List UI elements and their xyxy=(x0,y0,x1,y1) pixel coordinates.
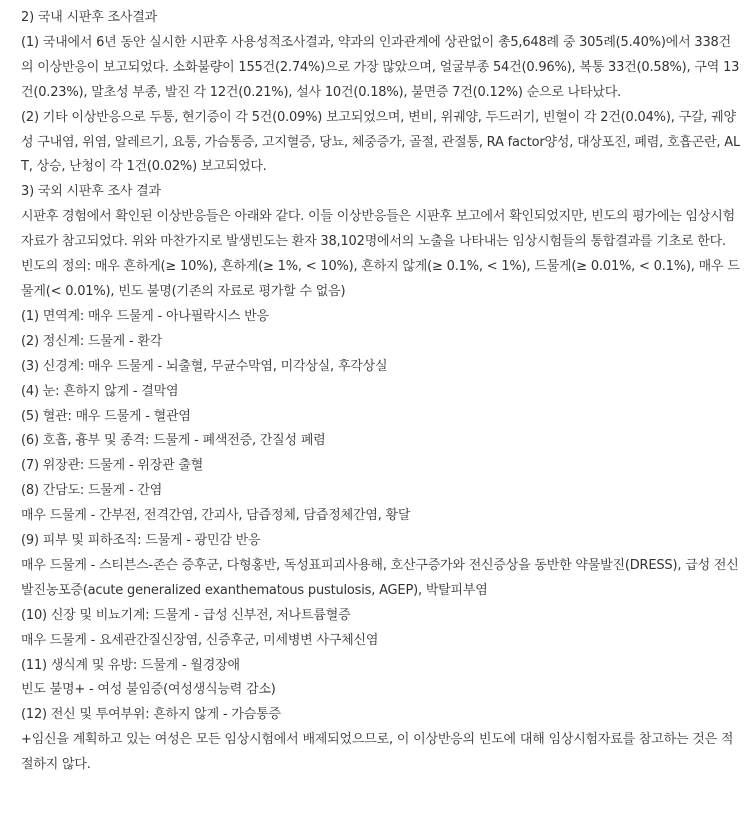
paragraph: (6) 호흡, 흉부 및 종격: 드물게 - 폐색전증, 간질성 폐렴 xyxy=(21,433,326,449)
paragraph: (1) 면역계: 매우 드물게 - 아나필락시스 반응 xyxy=(21,308,269,324)
paragraph: (3) 신경계: 매우 드물게 - 뇌출혈, 무균수막염, 미각상실, 후각상실 xyxy=(21,358,388,374)
paragraph: 매우 드물게 - 스티븐스-존슨 증후군, 다형홍반, 독성표피괴사용해, 호산구증가와 전신증상을 동반한 약물발진(DRESS), 급성 전신발진농포증(acute generalized exanthematous pustulosis, AGEP), 박탈피부염 xyxy=(21,557,739,598)
paragraph: (10) 신장 및 비뇨기계: 드물게 - 급성 신부전, 저나트륨혈증 xyxy=(21,607,351,623)
paragraph: (1) 국내에서 6년 동안 실시한 시판후 사용성적조사결과, 약과의 인과관계에 상관없이 총5,648례 중 305례(5.40%)에서 338건의 이상반응이 보고되었다. 소화불량이 155건(2.74%)으로 가장 많았으며, 얼굴부종 54건(0.96%), 복통 33건(0.58%), 구역 13건(0.23%), 말초성 부종, 발진 각 12건(0.21%), 설사 10건(0.18%), 불면증 7건(0.12%) 순으로 나타났다. xyxy=(21,34,740,100)
paragraph: (4) 눈: 흔하지 않게 - 결막염 xyxy=(21,383,179,399)
paragraph: (2) 기타 이상반응으로 두통, 현기증이 각 5건(0.09%) 보고되었으며, 변비, 위궤양, 두드러기, 빈혈이 각 2건(0.04%), 구갈, 궤양성 구내염, 위염, 알레르기, 요통, 가슴통증, 고지혈증, 당뇨, 체중증가, 골절, 관절통, RA factor양성, 대상포진, 폐렴, 호흡곤란, ALT, 상승, 난청이 각 1건(0.02%) 보고되었다. xyxy=(21,109,740,175)
paragraph: 3) 국외 시판후 조사 결과 xyxy=(21,184,161,200)
paragraph: 매우 드물게 - 간부전, 전격간염, 간괴사, 담즙정체, 담즙정체간염, 황달 xyxy=(21,508,411,524)
paragraph: (5) 혈관: 매우 드물게 - 혈관염 xyxy=(21,408,191,424)
paragraph: (8) 간담도: 드물게 - 간염 xyxy=(21,483,163,499)
paragraph: 빈도 불명+ - 여성 불임증(여성생식능력 감소) xyxy=(21,682,276,698)
paragraph: (11) 생식계 및 유방: 드물게 - 월경장애 xyxy=(21,657,240,673)
paragraph: 매우 드물게 - 요세관간질신장염, 신증후군, 미세병변 사구체신염 xyxy=(21,632,379,648)
paragraph: (7) 위장관: 드물게 - 위장관 출혈 xyxy=(21,458,204,474)
paragraph: 빈도의 정의: 매우 흔하게(≥ 10%), 흔하게(≥ 1%, < 10%), 흔하지 않게(≥ 0.1%, < 1%), 드물게(≥ 0.01%, < 0.1%), 매우 드물게(< 0.01%), 빈도 불명(기존의 자료로 평가할 수 없음) xyxy=(21,259,740,299)
paragraph: (9) 피부 및 피하조직: 드물게 - 광민감 반응 xyxy=(21,533,261,549)
paragraph: 시판후 경험에서 확인된 이상반응들은 아래와 같다. 이들 이상반응들은 시판후 보고에서 확인되었지만, 빈도의 평가에는 임상시험자료가 참고되었다. 위와 마찬가지로 발생빈도는 환자 38,102명에서의 노출을 나타내는 임상시험들의 통합결과를 기초로 한다. xyxy=(21,209,735,250)
paragraph: (2) 정신계: 드물게 - 환각 xyxy=(21,333,163,349)
paragraph: (12) 전신 및 투여부위: 흔하지 않게 - 가슴통증 xyxy=(21,707,281,723)
paragraph: +임신을 계획하고 있는 여성은 모든 임상시험에서 배제되었으므로, 이 이상반응의 빈도에 대해 임상시험자료를 참고하는 것은 적절하지 않다. xyxy=(21,732,734,773)
paragraph: 2) 국내 시판후 조사결과 xyxy=(21,10,157,25)
